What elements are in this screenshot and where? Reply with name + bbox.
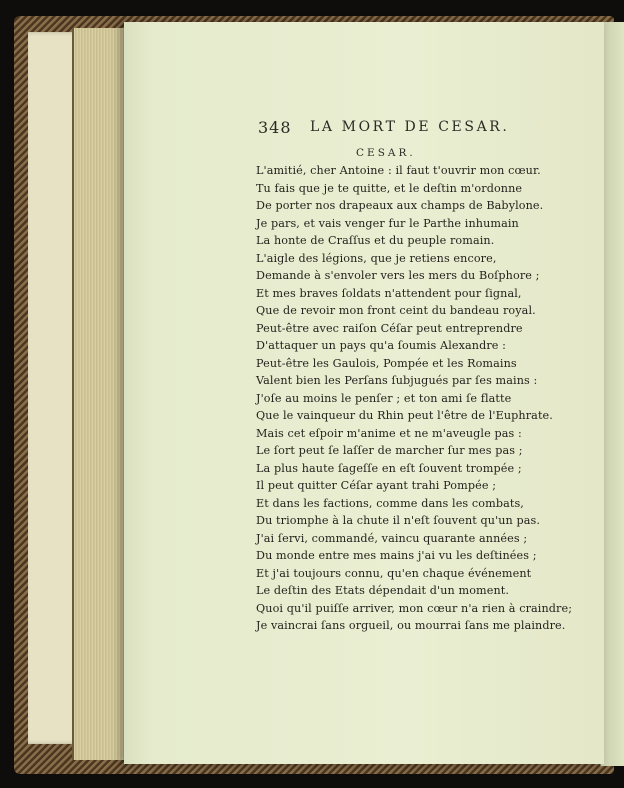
verse-line: Que le vainqueur du Rhin peut l'être de l'Euphrate. bbox=[256, 409, 553, 422]
verse-line: La plus haute ſageſſe en eſt ſouvent trompée ; bbox=[256, 461, 522, 475]
page-header bbox=[258, 118, 528, 142]
verse-line: Peut-être les Gaulois, Pompée et les Romains bbox=[256, 356, 517, 370]
verse-line: Je vaincrai ſans orgueil, ou mourrai ſans me plaindre. bbox=[256, 619, 566, 632]
verse-line: Il peut quitter Céſar ayant trahi Pompée ; bbox=[256, 479, 497, 492]
verse-line: La honte de Craſſus et du peuple romain. bbox=[256, 234, 495, 247]
running-head: LA MORT DE CESAR. bbox=[310, 119, 510, 135]
verse-line: Peut-être avec raiſon Céſar peut entreprendre bbox=[256, 321, 523, 335]
verse-line: Du monde entre mes mains j'ai vu les deſtinées ; bbox=[256, 549, 537, 562]
speaker-name: CESAR. bbox=[356, 147, 416, 159]
verse-line: Valent bien les Perſans ſubjugués par ſes mains : bbox=[256, 374, 538, 387]
verse-line: Quoi qu'il puiſſe arriver, mon cœur n'a rien à craindre; bbox=[256, 601, 573, 615]
verse-line: De porter nos drapeaux aux champs de Babylone. bbox=[256, 199, 544, 212]
verse-line: Le ſort peut ſe laſſer de marcher ſur mes pas ; bbox=[256, 444, 523, 457]
verse-line: Que de revoir mon front ceint du bandeau royal. bbox=[256, 304, 536, 317]
verse-line: Tu fais que je te quitte, et le deſtin m'ordonne bbox=[256, 181, 523, 195]
verse-line: Et j'ai toujours connu, qu'en chaque événement bbox=[256, 566, 532, 580]
verse-line: Et dans les factions, comme dans les combats, bbox=[256, 496, 524, 510]
verse-line: Je pars, et vais venger fur le Parthe inhumain bbox=[256, 216, 519, 230]
page-number: 348 bbox=[258, 118, 292, 137]
flyleaf bbox=[28, 32, 78, 744]
verse-line: J'ai ſervi, commandé, vaincu quarante années ; bbox=[256, 531, 528, 545]
verse-line: J'oſe au moins le penſer ; et ton ami ſe flatte bbox=[256, 391, 512, 405]
verse-line: L'amitié, cher Antoine : il faut t'ouvrir mon cœur. bbox=[256, 164, 541, 177]
verse-line: Mais cet eſpoir m'anime et ne m'aveugle pas : bbox=[256, 426, 522, 440]
verse-line: Et mes braves ſoldats n'attendent pour ſignal, bbox=[256, 286, 522, 300]
verse-line: L'aigle des légions, que je retiens encore, bbox=[256, 251, 497, 265]
verse-line: D'attaquer un pays qu'a ſoumis Alexandre : bbox=[256, 339, 507, 352]
verse-line: Le deſtin des Etats dépendait d'un moment. bbox=[256, 584, 510, 597]
verse-block bbox=[256, 162, 573, 635]
verse-line: Du triomphe à la chute il n'eſt ſouvent qu'un pas. bbox=[256, 514, 541, 527]
verse-line: Demande à s'envoler vers les mers du Boſphore ; bbox=[256, 269, 540, 282]
